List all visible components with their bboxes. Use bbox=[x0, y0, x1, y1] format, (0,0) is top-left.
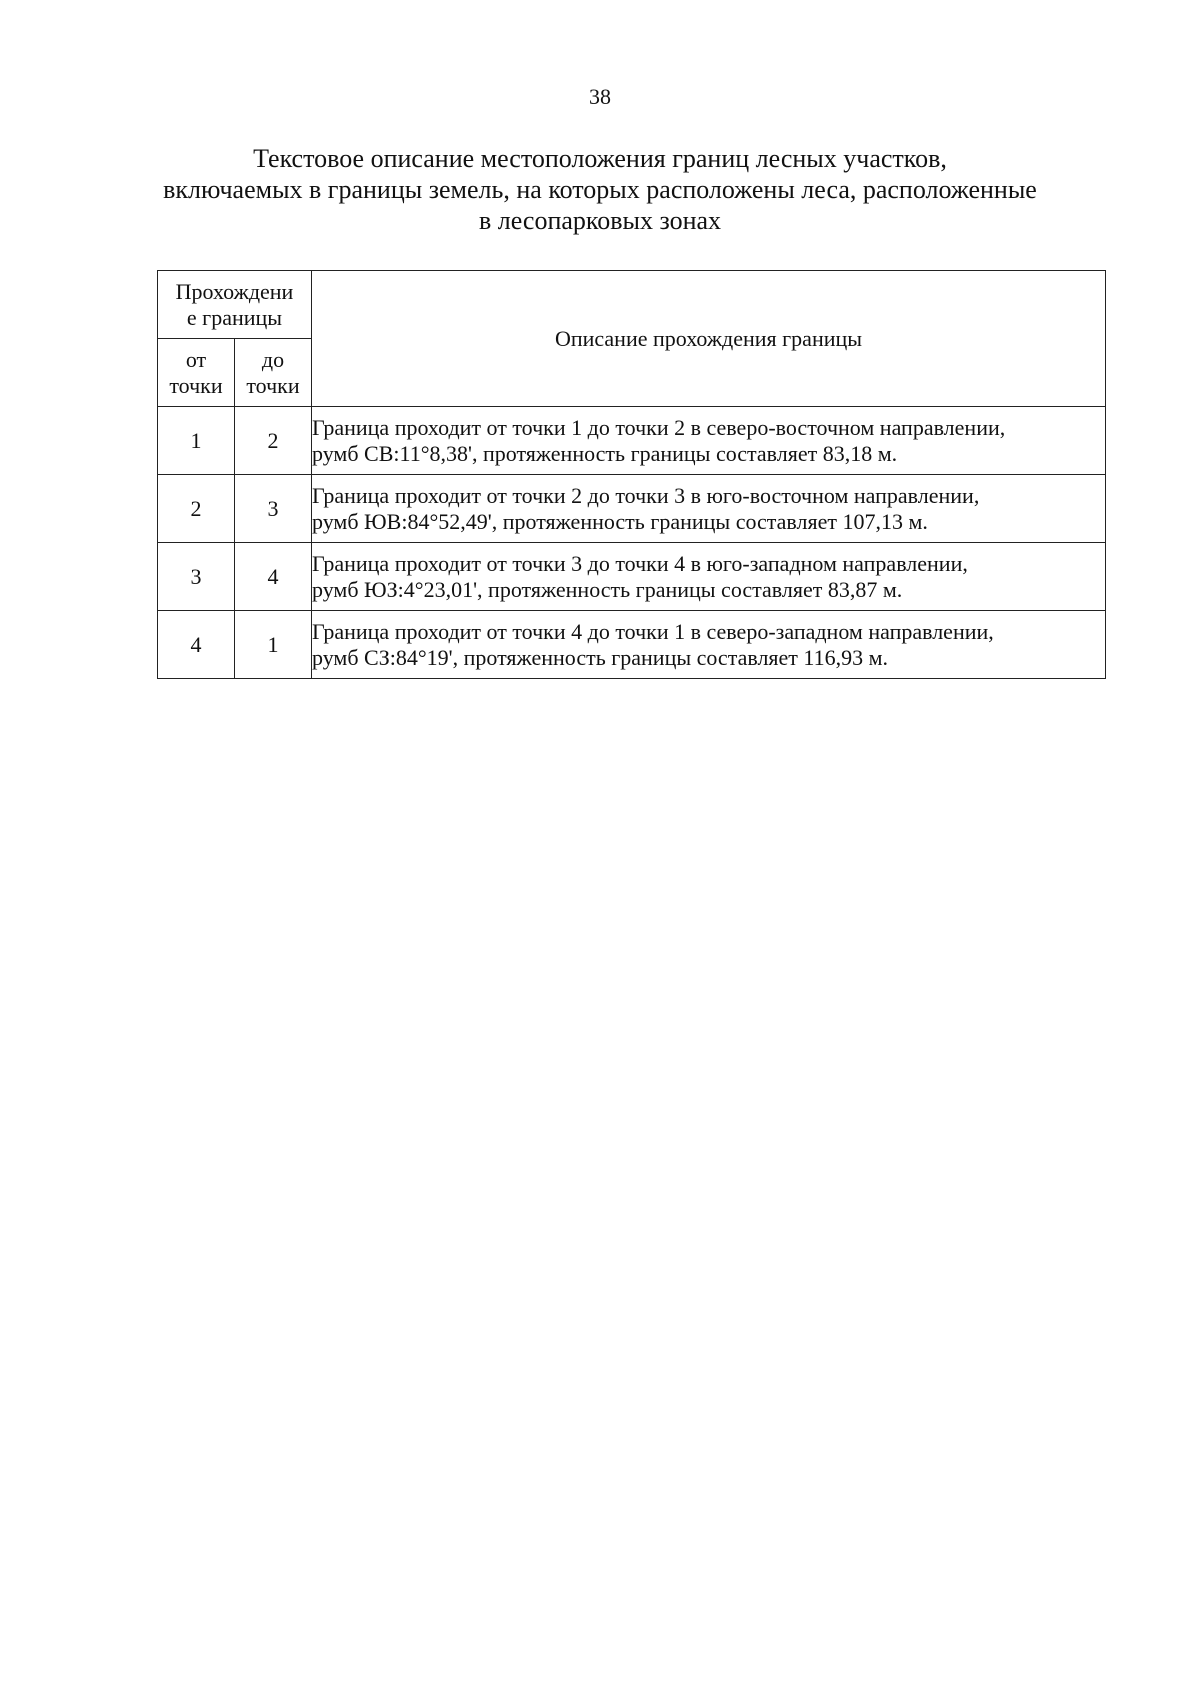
cell-description bbox=[312, 611, 1106, 679]
cell-to-point: 3 bbox=[235, 475, 312, 543]
title-line-2: включаемых в границы земель, на которых расположены леса, расположенные bbox=[163, 175, 1037, 204]
header-description: Описание прохождения границы bbox=[312, 271, 1106, 407]
cell-to-point: 1 bbox=[235, 611, 312, 679]
boundary-table bbox=[157, 270, 1106, 679]
header-to-point bbox=[235, 339, 312, 407]
document-title bbox=[100, 143, 1100, 236]
title-line-3: в лесопарковых зонах bbox=[478, 206, 722, 235]
header-from-point bbox=[158, 339, 235, 407]
header-group-line-1: Прохождени bbox=[175, 278, 294, 304]
cell-to-point: 4 bbox=[235, 543, 312, 611]
header-row bbox=[158, 271, 1106, 339]
description-line-2: румб СЗ:84°19', протяженность границы составляет 116,93 м. bbox=[312, 644, 889, 670]
table-row bbox=[158, 543, 1106, 611]
cell-from-point: 2 bbox=[158, 475, 235, 543]
description-line-2: румб ЮЗ:4°23,01', протяженность границы составляет 83,87 м. bbox=[312, 576, 903, 602]
description-line-1: Граница проходит от точки 2 до точки 3 в юго-восточном направлении, bbox=[312, 482, 980, 508]
header-boundary-passage bbox=[158, 271, 312, 339]
header-from-line-2: точки bbox=[169, 372, 223, 398]
table-row bbox=[158, 407, 1106, 475]
header-group-line-2: е границы bbox=[186, 304, 283, 330]
header-from-line-1: от bbox=[185, 346, 207, 372]
cell-description bbox=[312, 475, 1106, 543]
header-to-line-2: точки bbox=[246, 372, 300, 398]
cell-from-point: 4 bbox=[158, 611, 235, 679]
table-row bbox=[158, 475, 1106, 543]
description-line-1: Граница проходит от точки 1 до точки 2 в северо-восточном направлении, bbox=[312, 414, 1006, 440]
cell-from-point: 1 bbox=[158, 407, 235, 475]
page-number: 38 bbox=[589, 84, 611, 109]
description-line-2: румб СВ:11°8,38', протяженность границы составляет 83,18 м. bbox=[312, 440, 898, 466]
description-line-2: румб ЮВ:84°52,49', протяженность границы составляет 107,13 м. bbox=[312, 508, 928, 534]
cell-from-point: 3 bbox=[158, 543, 235, 611]
cell-description bbox=[312, 543, 1106, 611]
header-to-line-1: до bbox=[261, 346, 285, 372]
title-line-1: Текстовое описание местоположения границ лесных участков, bbox=[253, 144, 947, 173]
cell-to-point: 2 bbox=[235, 407, 312, 475]
table-row bbox=[158, 611, 1106, 679]
description-line-1: Граница проходит от точки 3 до точки 4 в юго-западном направлении, bbox=[312, 550, 968, 576]
description-line-1: Граница проходит от точки 4 до точки 1 в северо-западном направлении, bbox=[312, 618, 994, 644]
cell-description bbox=[312, 407, 1106, 475]
